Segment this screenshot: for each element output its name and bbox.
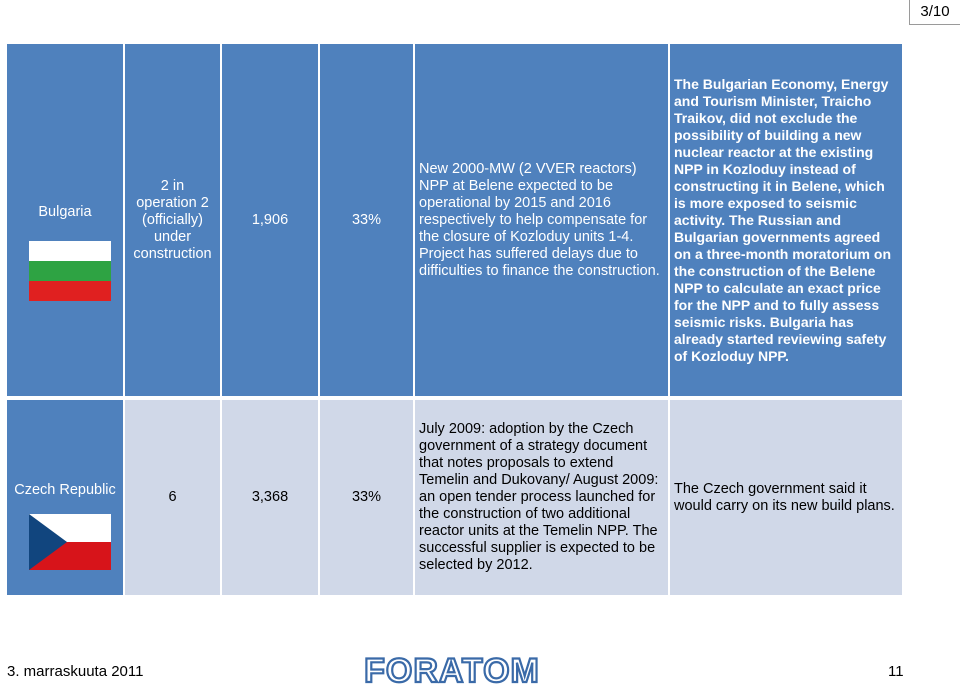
country-name: Bulgaria (38, 204, 92, 220)
footer-page-number: 11 (888, 663, 904, 680)
logo-text: FORATOM (364, 652, 540, 688)
share-cell (320, 44, 413, 396)
notes-text: The Czech government said it would carry on its new build plans. (674, 480, 895, 514)
plans-text: July 2009: adoption by the Czech government of a strategy document that notes proposals to extend Temelin and Dukovany/ August 2009: an open tender process launched for the construction of two additional reactor units at the Temelin NPP. The successful supplier is expected to be selected by 2012. (419, 421, 659, 573)
share-cell (320, 400, 413, 595)
reactors-cell (125, 400, 220, 595)
notes-text: The Bulgarian Economy, Energy and Tourism Minister, Traicho Traikov, did not exclude the possibility of building a new nuclear reactor at the existing NPP in Kozloduy instead of constructing it in Belene, which is more exposed to seismic activity. The Russian and Bulgarian governments agreed on a three-month moratorium on the construction of the Belene NPP to calculate an exact price for the NPP and to fully assess seismic risks. Bulgaria has already started reviewing safety of Kozloduy NPP. (674, 75, 891, 364)
capacity-cell (222, 400, 318, 595)
plans-text: New 2000-MW (2 VVER reactors) NPP at Belene expected to be operational by 2015 and 2016 respectively to help compensate for the closure of Kozloduy units 1-4. Project has suffered delays due to difficulties to finance the construction. (419, 160, 660, 279)
capacity-value: 1,906 (251, 211, 289, 228)
country-name: Czech Republic (14, 482, 116, 498)
country-cell-czech-republic (7, 400, 123, 595)
reactors-text: 2 in operation 2 (officially) under construction (133, 177, 212, 262)
notes-cell (670, 400, 902, 595)
share-value: 33% (351, 211, 382, 228)
reactors-cell (125, 44, 220, 396)
bulgaria-flag-icon (29, 241, 111, 301)
foratom-logo (352, 652, 552, 688)
share-value: 33% (351, 489, 382, 505)
country-cell-bulgaria (7, 44, 123, 396)
czech-flag-icon (29, 514, 111, 570)
page-indicator: 3/10 (909, 0, 960, 25)
reactors-text: 6 (168, 489, 177, 505)
capacity-value: 3,368 (251, 489, 289, 505)
footer-date: 3. marraskuuta 2011 (7, 663, 144, 680)
plans-cell (415, 400, 668, 595)
notes-cell (670, 44, 902, 396)
plans-cell (415, 44, 668, 396)
capacity-cell (222, 44, 318, 396)
